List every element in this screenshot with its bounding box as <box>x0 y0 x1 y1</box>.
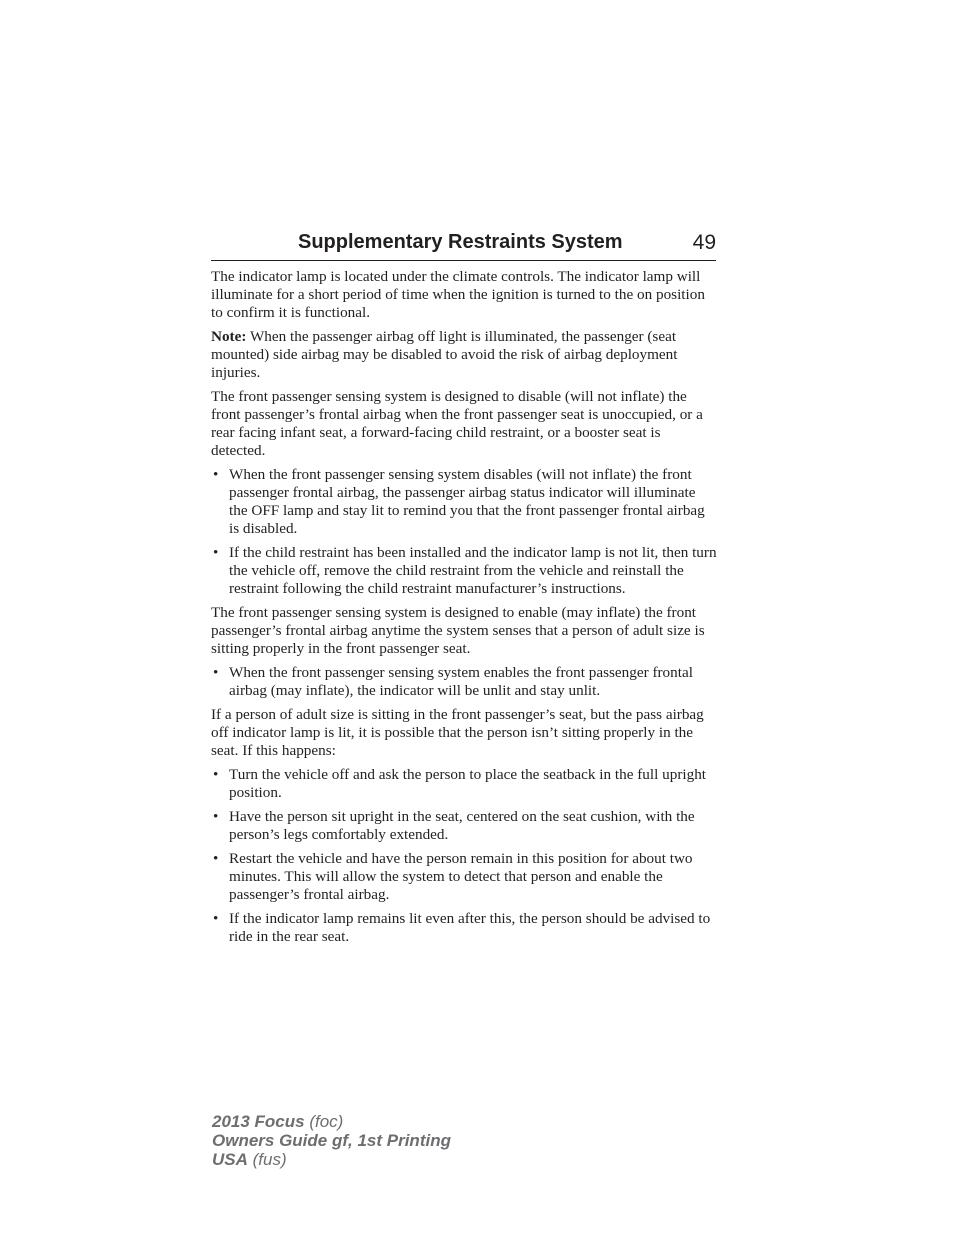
bullet-icon: • <box>213 544 219 561</box>
list-item <box>211 544 717 598</box>
list-item <box>211 808 717 844</box>
list-item-text: If the child restraint has been installed and the indicator lamp is not lit, then turn the vehicle off, remove the child restraint from the vehicle and reinstall the restraint following the child restraint manufacturer’s instructions. <box>229 544 717 597</box>
list-item <box>211 766 717 802</box>
list-item-text: Have the person sit upright in the seat, centered on the seat cushion, with the person’s legs comfortably extended. <box>229 808 695 843</box>
list-item <box>211 850 717 904</box>
bullet-icon: • <box>213 910 219 927</box>
note-label: Note: <box>211 328 247 345</box>
list-item-text: When the front passenger sensing system enables the front passenger frontal airbag (may inflate), the indicator will be unlit and stay unlit. <box>229 664 693 699</box>
page-header <box>211 228 716 261</box>
bullet-list-steps <box>211 766 717 946</box>
page-footer <box>212 1112 451 1169</box>
footer-guide-line: Owners Guide gf, 1st Printing <box>212 1131 451 1150</box>
bullet-icon: • <box>213 808 219 825</box>
footer-market-code: (fus) <box>247 1150 287 1169</box>
list-item-text: If the indicator lamp remains lit even after this, the person should be advised to ride in the rear seat. <box>229 910 711 945</box>
paragraph-note <box>211 328 717 382</box>
list-item-text: Turn the vehicle off and ask the person to place the seatback in the full upright position. <box>229 766 707 801</box>
note-text: When the passenger airbag off light is illuminated, the passenger (seat mounted) side airbag may be disabled to avoid the risk of airbag deployment injuries. <box>211 328 678 381</box>
footer-market: USA <box>212 1150 248 1169</box>
bullet-icon: • <box>213 664 219 681</box>
footer-model-line <box>212 1112 451 1131</box>
bullet-list-enable <box>211 664 717 700</box>
footer-market-line <box>212 1150 451 1169</box>
bullet-icon: • <box>213 766 219 783</box>
list-item <box>211 910 717 946</box>
body-content <box>211 268 717 952</box>
page-number: 49 <box>692 231 716 254</box>
bullet-list-disable <box>211 466 717 598</box>
list-item <box>211 664 717 700</box>
footer-model: 2013 Focus <box>212 1112 305 1131</box>
paragraph-disable: The front passenger sensing system is designed to disable (will not inflate) the front passenger’s frontal airbag when the front passenger seat is unoccupied, or a rear facing infant seat, a forward-facing child restraint, or a booster seat is detected. <box>211 388 703 459</box>
section-title: Supplementary Restraints System <box>298 231 623 253</box>
paragraph-adult-size: If a person of adult size is sitting in the front passenger’s seat, but the pass airbag off indicator lamp is lit, it is possible that the person isn’t sitting properly in the seat. If this happens: <box>211 706 704 759</box>
paragraph-enable: The front passenger sensing system is designed to enable (may inflate) the front passenger’s frontal airbag anytime the system senses that a person of adult size is sitting properly in the front passenger seat. <box>211 604 705 657</box>
list-item-text: When the front passenger sensing system disables (will not inflate) the front passenger frontal airbag, the passenger airbag status indicator will illuminate the OFF lamp and stay lit to remind you that the front passenger frontal airbag is disabled. <box>229 466 705 537</box>
bullet-icon: • <box>213 466 219 483</box>
footer-model-code: (foc) <box>304 1112 344 1131</box>
bullet-icon: • <box>213 850 219 867</box>
list-item <box>211 466 717 538</box>
paragraph-indicator-lamp: The indicator lamp is located under the climate controls. The indicator lamp will illuminate for a short period of time when the ignition is turned to the on position to confirm it is functional. <box>211 268 705 321</box>
list-item-text: Restart the vehicle and have the person remain in this position for about two minutes. This will allow the system to detect that person and enable the passenger’s frontal airbag. <box>229 850 693 903</box>
